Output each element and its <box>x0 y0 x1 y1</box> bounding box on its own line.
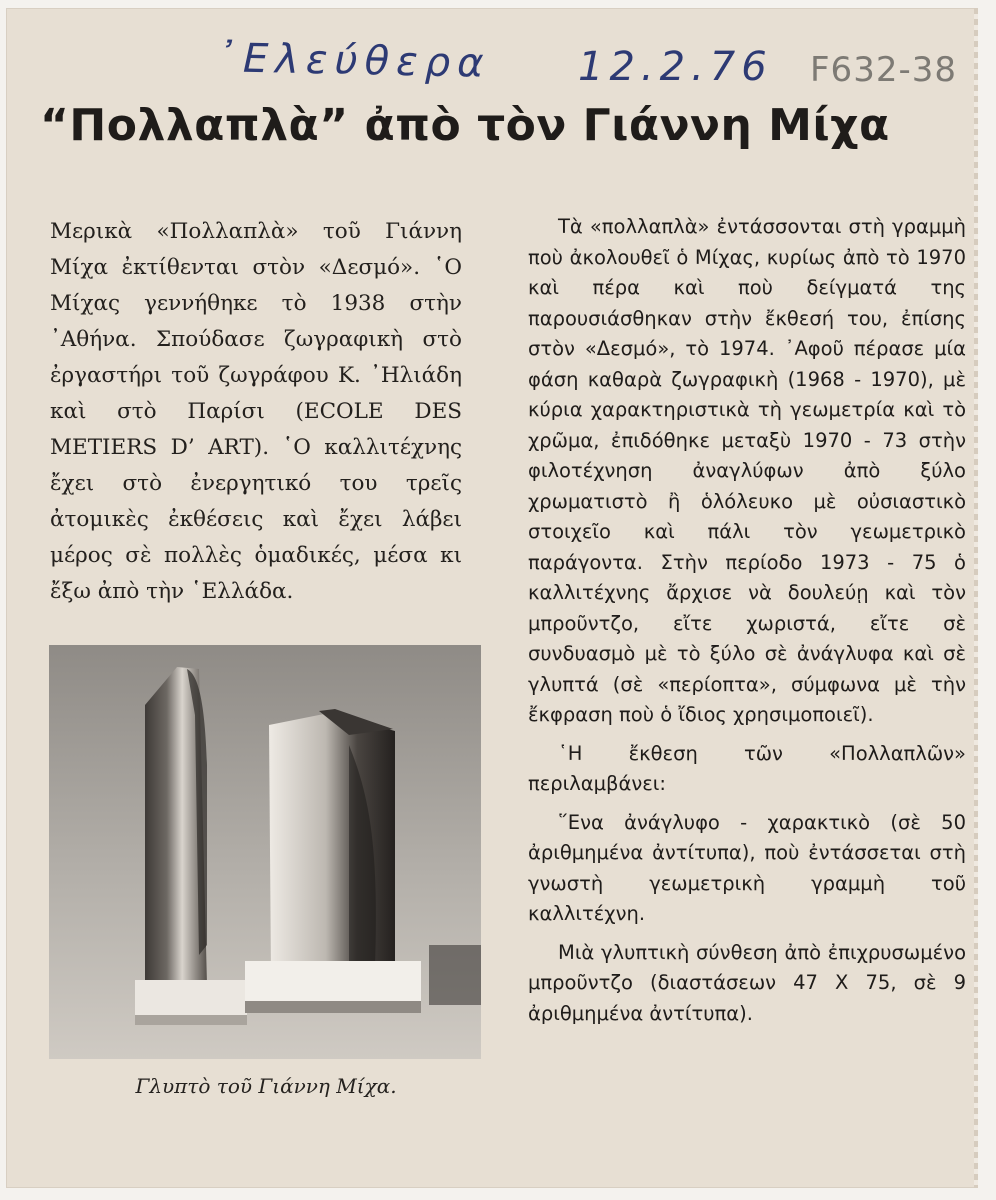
archive-reference: F632-38 <box>810 50 957 90</box>
right-paragraph-4: Μιὰ γλυπτικὴ σύνθεση ἀπὸ ἐπιχρυσωμένο μπροῦντζο (διαστάσεων 47 Χ 75, σὲ 9 ἀριθμημένα ἀντίτυπα). <box>528 940 966 1025</box>
handwritten-date: 12.2.76 <box>578 44 773 90</box>
right-column <box>528 212 966 1029</box>
right-paragraph-3: ῞Ενα ἀνάγλυφο - χαρακτικὸ (σὲ 50 ἀριθμημένα ἀντίτυπα), ποὺ ἐντάσσεται στὴ γνωστὴ γεωμετρικὴ γραμμὴ τοῦ καλλιτέχνη. <box>528 810 966 925</box>
left-column-text: Μερικὰ «Πολλαπλὰ» τοῦ Γιάννη Μίχα ἐκτίθενται στὸν «Δεσμό». ῾Ο Μίχας γεννήθηκε τὸ 1938 στὴν ᾿Αθήνα. Σπούδασε ζωγραφικὴ στὸ ἐργαστήρι τοῦ ζωγράφου Κ. ᾿Ηλιάδη καὶ στὸ Παρίσι (ECOLE DES METIERS D’ ART). ῾Ο καλλιτέχνης ἔχει στὸ ἐνεργητικό του τρεῖς ἀτομικὲς ἐκθέσεις καὶ ἔχει λάβει μέρος σὲ πολλὲς ὁμαδικές, μέσα κι ἔξω ἀπὸ τὴν ῾Ελλάδα. <box>50 219 462 604</box>
right-paragraph-2: ῾Η ἔκθεση τῶν «Πολλαπλῶν» περιλαμβάνει: <box>528 741 966 795</box>
handwritten-source: ᾿Ελεύθερα <box>215 35 492 87</box>
sculpture-photo <box>49 645 481 1059</box>
right-paragraph-1: Τὰ «πολλαπλὰ» ἐντάσσονται στὴ γραμμὴ ποὺ ἀκολουθεῖ ὁ Μίχας, κυρίως ἀπὸ τὸ 1970 καὶ πέρα καὶ ποὺ δείγματά της παρουσιάσθηκαν στὴν ἔκθεσή του, ἐπίσης στὸν «Δεσμό», τὸ 1974. ᾿Αφοῦ πέρασε μία φάση καθαρὰ ζωγραφικὴ (1968 - 1970), μὲ κύρια χαρακτηριστικὰ τὴ γεωμετρία καὶ τὸ χρῶμα, ἐπιδόθηκε μεταξὺ 1970 - 73 στὴν φιλοτέχνηση ἀναγλύφων ἀπὸ ξύλο χρωματιστὸ ἢ ὁλόλευκο μὲ οὐσιαστικὸ στοιχεῖο καὶ πάλι τὸν γεωμετρικὸ παράγοντα. Στὴν περίοδο 1973 - 75 ὁ καλλιτέχνης ἄρχισε νὰ δουλεύῃ καὶ τὸν μπροῦντζο, εἴτε χωριστά, εἴτε σὲ συνδυασμὸ μὲ τὸ ξύλο σὲ ἀνάγλυφα καὶ σὲ γλυπτά (σὲ «περίοπτα», σύμφωνα μὲ τὴν ἔκφραση ποὺ ὁ ἴδιος χρησιμοποιεῖ). <box>528 215 966 726</box>
newspaper-clipping <box>6 8 978 1188</box>
sculpture-illustration <box>49 645 481 1059</box>
photo-caption: Γλυπτὸ τοῦ Γιάννη Μίχα. <box>135 1074 397 1098</box>
article-headline: “Πολλαπλὰ” ἀπὸ τὸν Γιάννη Μίχα <box>40 100 890 151</box>
